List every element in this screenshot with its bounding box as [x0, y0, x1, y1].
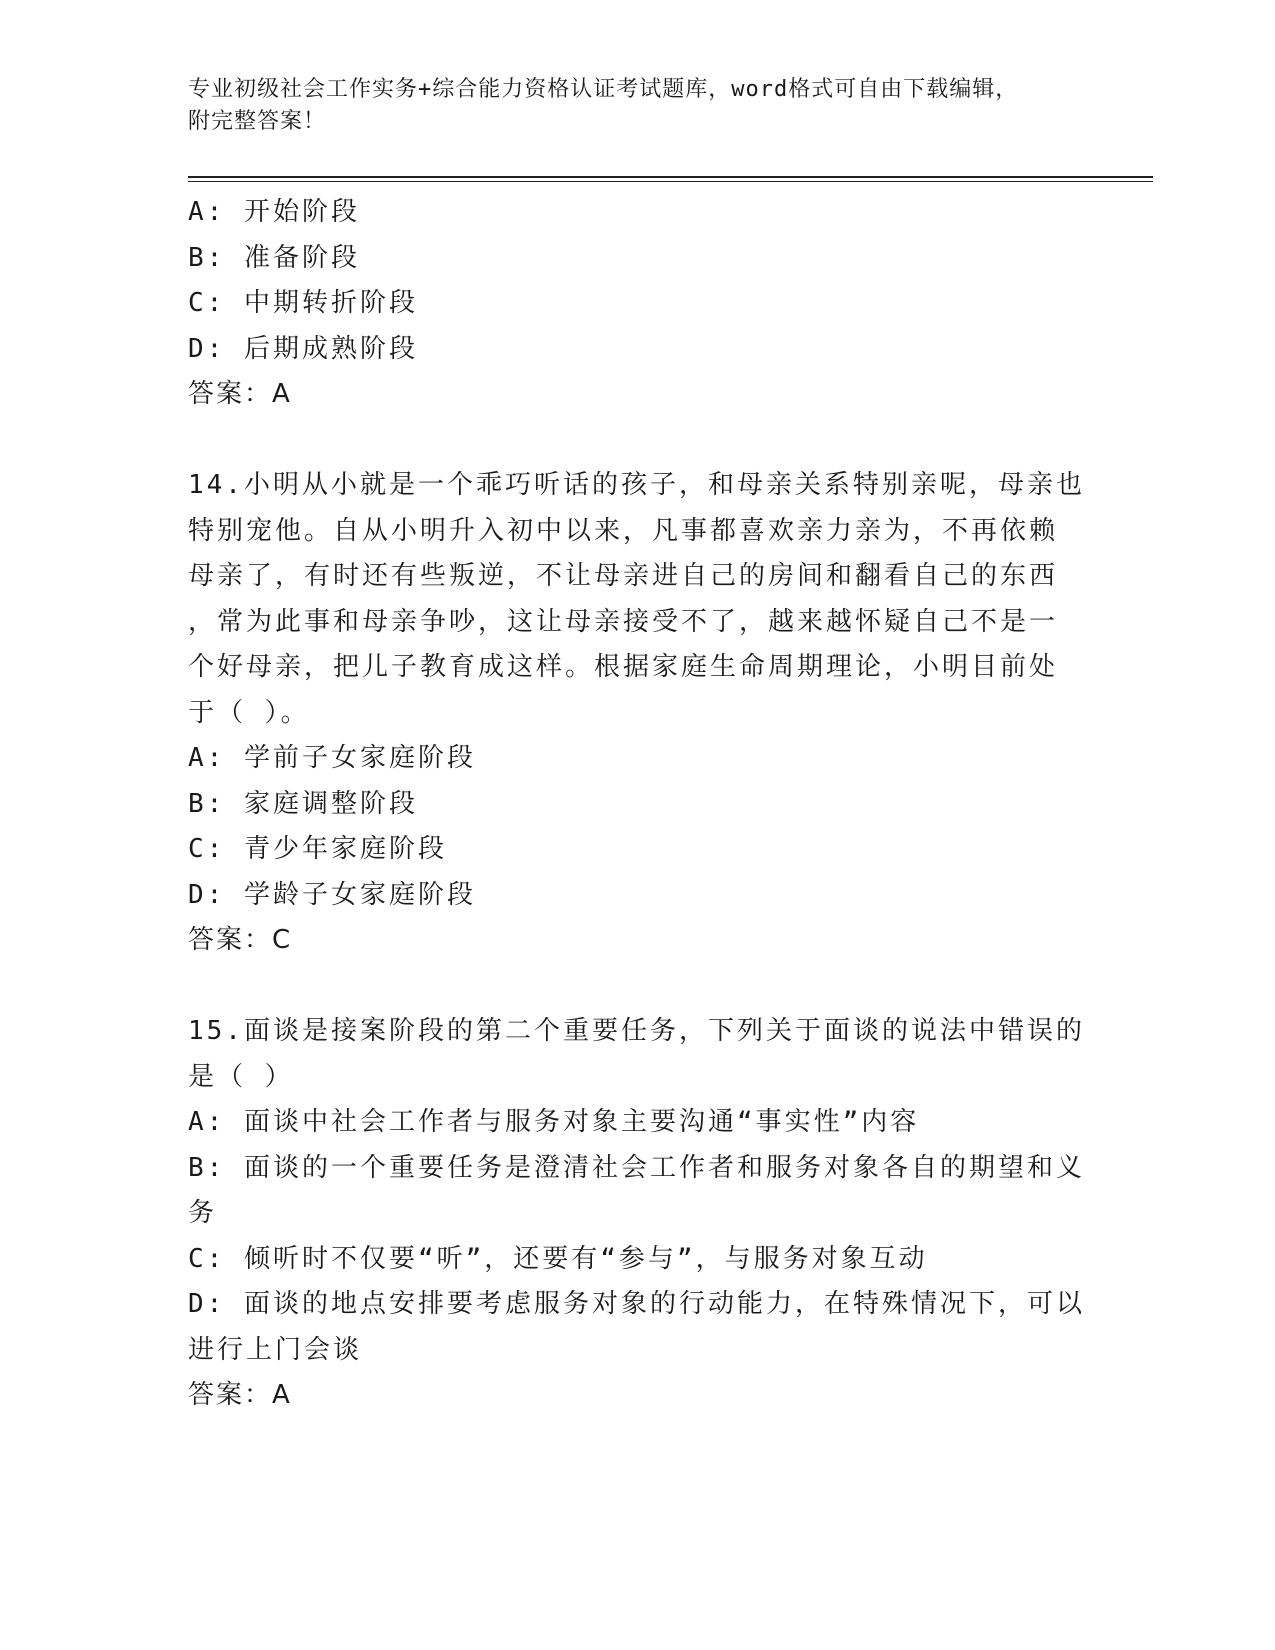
option-d: D: 后期成熟阶段	[188, 333, 418, 364]
question-stem-line: 14.小明从小就是一个乖巧听话的孩子，和母亲关系特别亲呢，母亲也	[188, 470, 1085, 500]
question-stem-line: 15.面谈是接案阶段的第二个重要任务，下列关于面谈的说法中错误的	[188, 1016, 1085, 1046]
option-a: A: 学前子女家庭阶段	[188, 743, 476, 773]
option-b-continued: 务	[188, 1198, 218, 1228]
option-b: B: 家庭调整阶段	[188, 788, 418, 819]
option-d-continued: 进行上门会谈	[188, 1334, 363, 1365]
option-a: A: 开始阶段	[188, 197, 360, 227]
question-content	[188, 190, 1088, 1419]
document-header	[188, 74, 1088, 138]
option-d: D: 学龄子女家庭阶段	[188, 879, 476, 910]
question-stem-line: 母亲了，有时还有些叛逆，不让母亲进自己的房间和翻看自己的东西	[188, 561, 1059, 591]
header-line-1: 专业初级社会工作实务+综合能力资格认证考试题库，word格式可自由下载编辑，	[188, 77, 1019, 102]
option-c: C: 青少年家庭阶段	[188, 834, 447, 864]
question-stem-line: 于（ ）。	[188, 697, 310, 728]
option-b: B: 面谈的一个重要任务是澄清社会工作者和服务对象各自的期望和义	[188, 1152, 1085, 1183]
header-divider-thick	[188, 176, 1153, 178]
question-stem-line: 是（ ）	[188, 1061, 294, 1092]
option-d: D: 面谈的地点安排要考虑服务对象的行动能力，在特殊情况下，可以	[188, 1289, 1085, 1319]
header-divider-thin	[188, 181, 1153, 182]
option-b: B: 准备阶段	[188, 242, 360, 273]
answer-line: 答案：A	[188, 1380, 292, 1410]
answer-line: 答案：A	[188, 379, 292, 409]
header-line-2: 附完整答案！	[188, 109, 327, 134]
answer-line: 答案：C	[188, 925, 293, 955]
option-c: C: 中期转折阶段	[188, 288, 418, 318]
question-stem-line: 个好母亲，把儿子教育成这样。根据家庭生命周期理论，小明目前处	[188, 652, 1059, 682]
question-14	[188, 463, 1088, 964]
option-a: A: 面谈中社会工作者与服务对象主要沟通“事实性”内容	[188, 1107, 920, 1137]
question-spacer	[188, 418, 1088, 464]
question-15	[188, 1009, 1088, 1419]
question-stem-line: 特别宠他。自从小明升入初中以来，凡事都喜欢亲力亲为，不再依赖	[188, 515, 1059, 546]
question-stem-line: ，常为此事和母亲争吵，这让母亲接受不了，越来越怀疑自己不是一	[188, 606, 1059, 637]
option-c: C: 倾听时不仅要“听”，还要有“参与”，与服务对象互动	[188, 1243, 928, 1274]
question-spacer	[188, 964, 1088, 1010]
question-13	[188, 190, 1088, 418]
